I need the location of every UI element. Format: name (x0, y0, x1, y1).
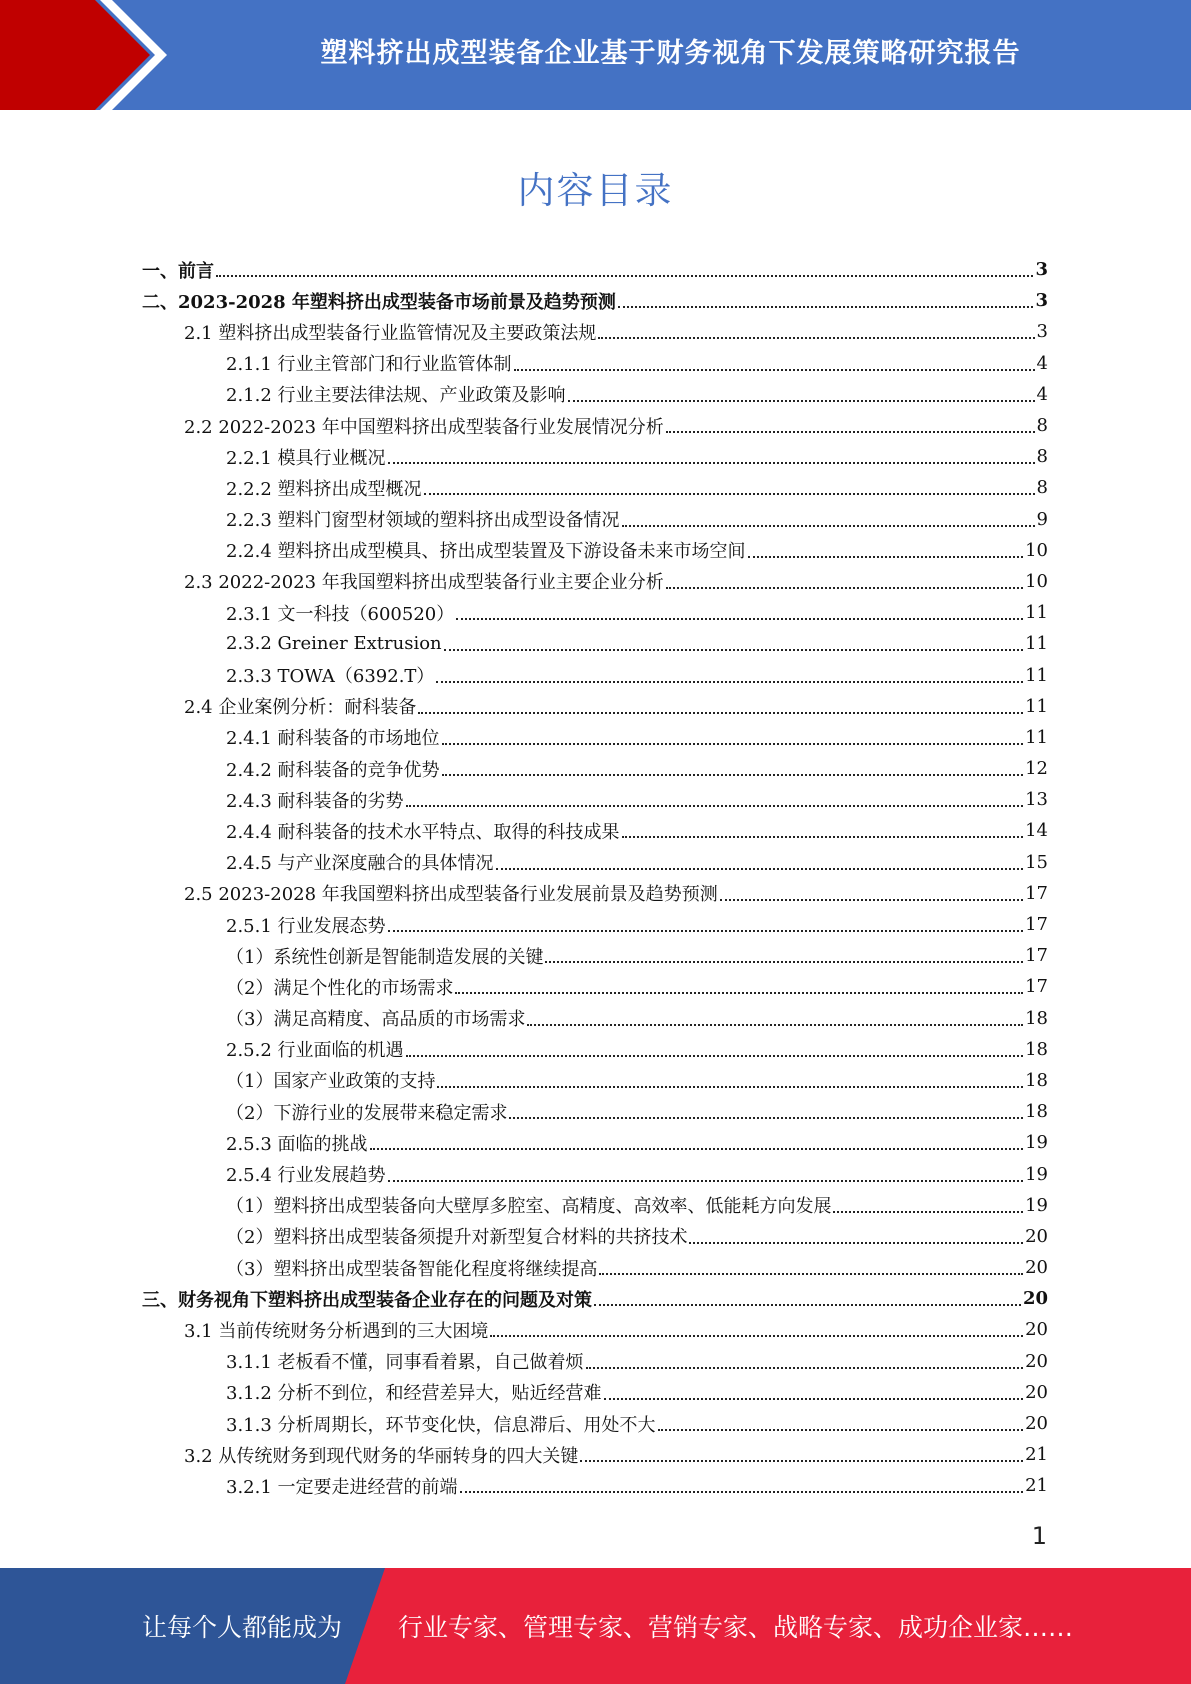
toc-entry[interactable] (142, 940, 1048, 971)
toc-entry-page: 14 (1025, 820, 1048, 842)
toc-entry-label: 三、财务视角下塑料挤出成型装备企业存在的问题及对策 (142, 1289, 592, 1311)
toc-entry[interactable] (142, 1408, 1048, 1439)
toc-entry[interactable] (142, 504, 1048, 535)
toc-entry-label: 2.5.3 面临的挑战 (226, 1133, 368, 1155)
toc-entry-page: 11 (1025, 726, 1048, 748)
toc-entry-label: 2.3.2 Greiner Extrusion (226, 633, 442, 655)
toc-dot-leader (689, 1241, 1023, 1244)
toc-entry-page: 8 (1036, 446, 1048, 468)
toc-entry[interactable] (142, 1065, 1048, 1096)
toc-entry-page: 20 (1025, 1350, 1048, 1372)
toc-entry-label: （3）塑料挤出成型装备智能化程度将继续提高 (226, 1258, 598, 1280)
report-title: 塑料挤出成型装备企业基于财务视角下发展策略研究报告 (320, 37, 1021, 69)
toc-entry-page: 19 (1025, 1132, 1048, 1154)
toc-entry-page: 13 (1025, 789, 1048, 811)
toc-entry-label: 2.5.1 行业发展态势 (226, 915, 386, 937)
toc-entry-label: 2.4 企业案例分析：耐科装备 (184, 697, 417, 719)
toc-dot-leader (388, 461, 1035, 464)
toc-entry-page: 17 (1025, 945, 1048, 967)
toc-entry[interactable] (142, 1034, 1048, 1065)
toc-entry-page: 20 (1022, 1288, 1048, 1310)
toc-dot-leader (599, 1272, 1023, 1275)
toc-entry[interactable] (142, 1377, 1048, 1408)
toc-entry-page: 10 (1025, 570, 1048, 592)
toc-entry[interactable] (142, 971, 1048, 1002)
toc-entry-page: 20 (1025, 1257, 1048, 1279)
toc-dot-leader (418, 711, 1023, 714)
toc-dot-leader (216, 274, 1033, 277)
toc-dot-leader (604, 1397, 1024, 1400)
toc-dot-leader (370, 1147, 1024, 1150)
toc-dot-leader (514, 368, 1035, 371)
toc-entry[interactable] (142, 1470, 1048, 1501)
toc-dot-leader (442, 742, 1024, 745)
toc-entry[interactable] (142, 722, 1048, 753)
footer-slogan-right: 行业专家、管理专家、营销专家、战略专家、成功企业家…… (398, 1613, 1074, 1642)
toc-entry-label: 2.2.4 塑料挤出成型模具、挤出成型装置及下游设备未来市场空间 (226, 541, 746, 563)
toc-entry-page: 17 (1025, 882, 1048, 904)
toc-entry[interactable] (142, 410, 1048, 441)
toc-entry[interactable] (142, 1439, 1048, 1470)
toc-dot-leader (442, 773, 1024, 776)
toc-entry[interactable] (142, 472, 1048, 503)
toc-entry-page: 19 (1025, 1163, 1048, 1185)
toc-entry-page: 19 (1025, 1194, 1048, 1216)
toc-entry[interactable] (142, 1221, 1048, 1252)
toc-entry-label: 2.1.1 行业主管部门和行业监管体制 (226, 354, 512, 376)
toc-entry[interactable] (142, 1158, 1048, 1189)
toc-entry[interactable] (142, 348, 1048, 379)
toc-entry-page: 21 (1025, 1444, 1048, 1466)
toc-entry-page: 20 (1025, 1413, 1048, 1435)
toc-entry[interactable] (142, 254, 1048, 285)
toc-entry-label: 2.5.2 行业面临的机遇 (226, 1040, 404, 1062)
toc-entry-label: 2.5 2023-2028 年我国塑料挤出成型装备行业发展前景及趋势预测 (184, 884, 718, 906)
toc-dot-leader (436, 680, 1023, 683)
toc-entry-page: 20 (1025, 1225, 1048, 1247)
toc-dot-leader (658, 1428, 1024, 1431)
toc-entry[interactable] (142, 1127, 1048, 1158)
toc-entry[interactable] (142, 1346, 1048, 1377)
toc-dot-leader (444, 648, 1023, 651)
toc-entry[interactable] (142, 753, 1048, 784)
toc-dot-leader (496, 867, 1024, 870)
toc-entry[interactable] (142, 784, 1048, 815)
toc-entry[interactable] (142, 628, 1048, 659)
toc-entry[interactable] (142, 878, 1048, 909)
toc-dot-leader (455, 991, 1023, 994)
toc-entry-label: 3.1.2 分析不到位，和经营差异大，贴近经营难 (226, 1383, 602, 1405)
toc-dot-leader (406, 804, 1024, 807)
toc-dot-leader (666, 430, 1035, 433)
toc-entry-label: 2.2.1 模具行业概况 (226, 447, 386, 469)
toc-heading: 内容目录 (517, 169, 674, 212)
toc-entry-page: 17 (1025, 914, 1048, 936)
toc-dot-leader (490, 1334, 1023, 1337)
toc-entry-page: 8 (1036, 415, 1048, 437)
toc-dot-leader (622, 524, 1035, 527)
toc-entry-label: 2.4.3 耐科装备的劣势 (226, 790, 404, 812)
toc-entry-page: 3 (1035, 259, 1048, 281)
toc-entry-page: 12 (1025, 758, 1048, 780)
toc-entry[interactable] (142, 909, 1048, 940)
toc-entry-label: （1）塑料挤出成型装备向大壁厚多腔室、高精度、高效率、低能耗方向发展 (226, 1196, 832, 1218)
toc-entry-label: 2.4.1 耐科装备的市场地位 (226, 728, 440, 750)
toc-entry-label: 2.3.1 文一科技（600520） (226, 603, 455, 625)
toc-entry-page: 18 (1025, 1069, 1048, 1091)
toc-dot-leader (666, 586, 1023, 589)
toc-entry-page: 18 (1025, 1038, 1048, 1060)
toc-entry[interactable] (142, 691, 1048, 722)
page-number: 1 (1031, 1522, 1047, 1550)
toc-dot-leader (568, 399, 1035, 402)
toc-entry-label: 2.1.2 行业主要法律法规、产业政策及影响 (226, 385, 566, 407)
toc-entry-label: 2.2.3 塑料门窗型材领域的塑料挤出成型设备情况 (226, 510, 620, 532)
toc-entry-label: 3.1 当前传统财务分析遇到的三大困境 (184, 1320, 489, 1342)
toc-entry[interactable] (142, 659, 1048, 690)
toc-dot-leader (406, 1054, 1024, 1057)
toc-entry[interactable] (142, 441, 1048, 472)
table-of-contents (142, 254, 1048, 1502)
toc-entry[interactable] (142, 1283, 1048, 1314)
toc-entry[interactable] (142, 285, 1048, 316)
report-header (0, 0, 1191, 110)
toc-entry-page: 10 (1025, 539, 1048, 561)
toc-dot-leader (388, 1179, 1024, 1182)
toc-entry-label: 二、2023-2028 年塑料挤出成型装备市场前景及趋势预测 (142, 291, 616, 313)
toc-entry[interactable] (142, 1096, 1048, 1127)
toc-entry[interactable] (142, 1190, 1048, 1221)
toc-entry-label: 2.3 2022-2023 年我国塑料挤出成型装备行业主要企业分析 (184, 572, 664, 594)
toc-dot-leader (594, 1303, 1021, 1306)
toc-dot-leader (586, 1366, 1024, 1369)
toc-dot-leader (545, 960, 1023, 963)
toc-entry-page: 11 (1025, 633, 1048, 655)
toc-entry-page: 17 (1025, 976, 1048, 998)
toc-entry-page: 20 (1025, 1381, 1048, 1403)
toc-entry-page: 18 (1025, 1007, 1048, 1029)
toc-entry[interactable] (142, 1252, 1048, 1283)
toc-entry-label: 2.1 塑料挤出成型装备行业监管情况及主要政策法规 (184, 322, 597, 344)
toc-entry[interactable] (142, 316, 1048, 347)
toc-entry-label: 2.4.2 耐科装备的竞争优势 (226, 759, 440, 781)
toc-entry-page: 18 (1025, 1101, 1048, 1123)
toc-entry[interactable] (142, 815, 1048, 846)
toc-entry[interactable] (142, 535, 1048, 566)
toc-entry[interactable] (142, 1003, 1048, 1034)
toc-entry[interactable] (142, 1314, 1048, 1345)
toc-entry-label: 3.1.1 老板看不懂，同事看着累，自己做着烦 (226, 1352, 584, 1374)
toc-entry[interactable] (142, 379, 1048, 410)
toc-dot-leader (456, 617, 1023, 620)
toc-entry-label: 3.2.1 一定要走进经营的前端 (226, 1476, 458, 1498)
toc-entry-label: （2）下游行业的发展带来稳定需求 (226, 1102, 508, 1124)
toc-entry-label: 一、前言 (142, 260, 214, 282)
toc-entry-label: 2.5.4 行业发展趋势 (226, 1165, 386, 1187)
toc-dot-leader (437, 1085, 1023, 1088)
toc-entry-label: 2.3.3 TOWA（6392.T） (226, 666, 435, 688)
toc-entry[interactable] (142, 566, 1048, 597)
toc-entry-page: 9 (1036, 508, 1048, 530)
toc-entry-label: 2.2 2022-2023 年中国塑料挤出成型装备行业发展情况分析 (184, 416, 664, 438)
toc-dot-leader (833, 1210, 1023, 1213)
toc-entry-page: 3 (1036, 321, 1048, 343)
toc-entry-page: 11 (1025, 602, 1048, 624)
toc-dot-leader (598, 336, 1034, 339)
toc-entry-label: （1）国家产业政策的支持 (226, 1071, 436, 1093)
toc-dot-leader (388, 929, 1024, 932)
toc-entry-label: 3.2 从传统财务到现代财务的华丽转身的四大关键 (184, 1445, 579, 1467)
toc-entry-label: （2）满足个性化的市场需求 (226, 977, 454, 999)
toc-dot-leader (618, 305, 1034, 308)
toc-dot-leader (460, 1490, 1024, 1493)
toc-entry-page: 3 (1035, 290, 1048, 312)
toc-dot-leader (622, 835, 1024, 838)
toc-entry-page: 20 (1025, 1319, 1048, 1341)
footer-slogan-left: 让每个人都能成为 (142, 1613, 343, 1642)
toc-dot-leader (580, 1459, 1023, 1462)
toc-entry[interactable] (142, 597, 1048, 628)
toc-entry-label: 2.2.2 塑料挤出成型概况 (226, 478, 422, 500)
toc-entry-label: 2.4.4 耐科装备的技术水平特点、取得的科技成果 (226, 821, 620, 843)
toc-entry-label: 2.4.5 与产业深度融合的具体情况 (226, 853, 494, 875)
toc-entry-page: 15 (1025, 851, 1048, 873)
toc-entry-label: 3.1.3 分析周期长，环节变化快，信息滞后、用处不大 (226, 1414, 656, 1436)
toc-dot-leader (748, 555, 1024, 558)
toc-entry-page: 21 (1025, 1475, 1048, 1497)
toc-dot-leader (720, 898, 1023, 901)
toc-entry-label: （2）塑料挤出成型装备须提升对新型复合材料的共挤技术 (226, 1227, 688, 1249)
toc-entry[interactable] (142, 847, 1048, 878)
toc-entry-page: 8 (1036, 477, 1048, 499)
toc-dot-leader (424, 492, 1035, 495)
toc-entry-page: 11 (1025, 695, 1048, 717)
toc-entry-page: 11 (1025, 664, 1048, 686)
toc-dot-leader (509, 1116, 1023, 1119)
toc-entry-page: 4 (1036, 383, 1048, 405)
toc-entry-label: （3）满足高精度、高品质的市场需求 (226, 1009, 526, 1031)
report-footer (0, 1568, 1191, 1684)
toc-entry-label: （1）系统性创新是智能制造发展的关键 (226, 946, 544, 968)
toc-dot-leader (527, 1023, 1023, 1026)
toc-entry-page: 4 (1036, 352, 1048, 374)
